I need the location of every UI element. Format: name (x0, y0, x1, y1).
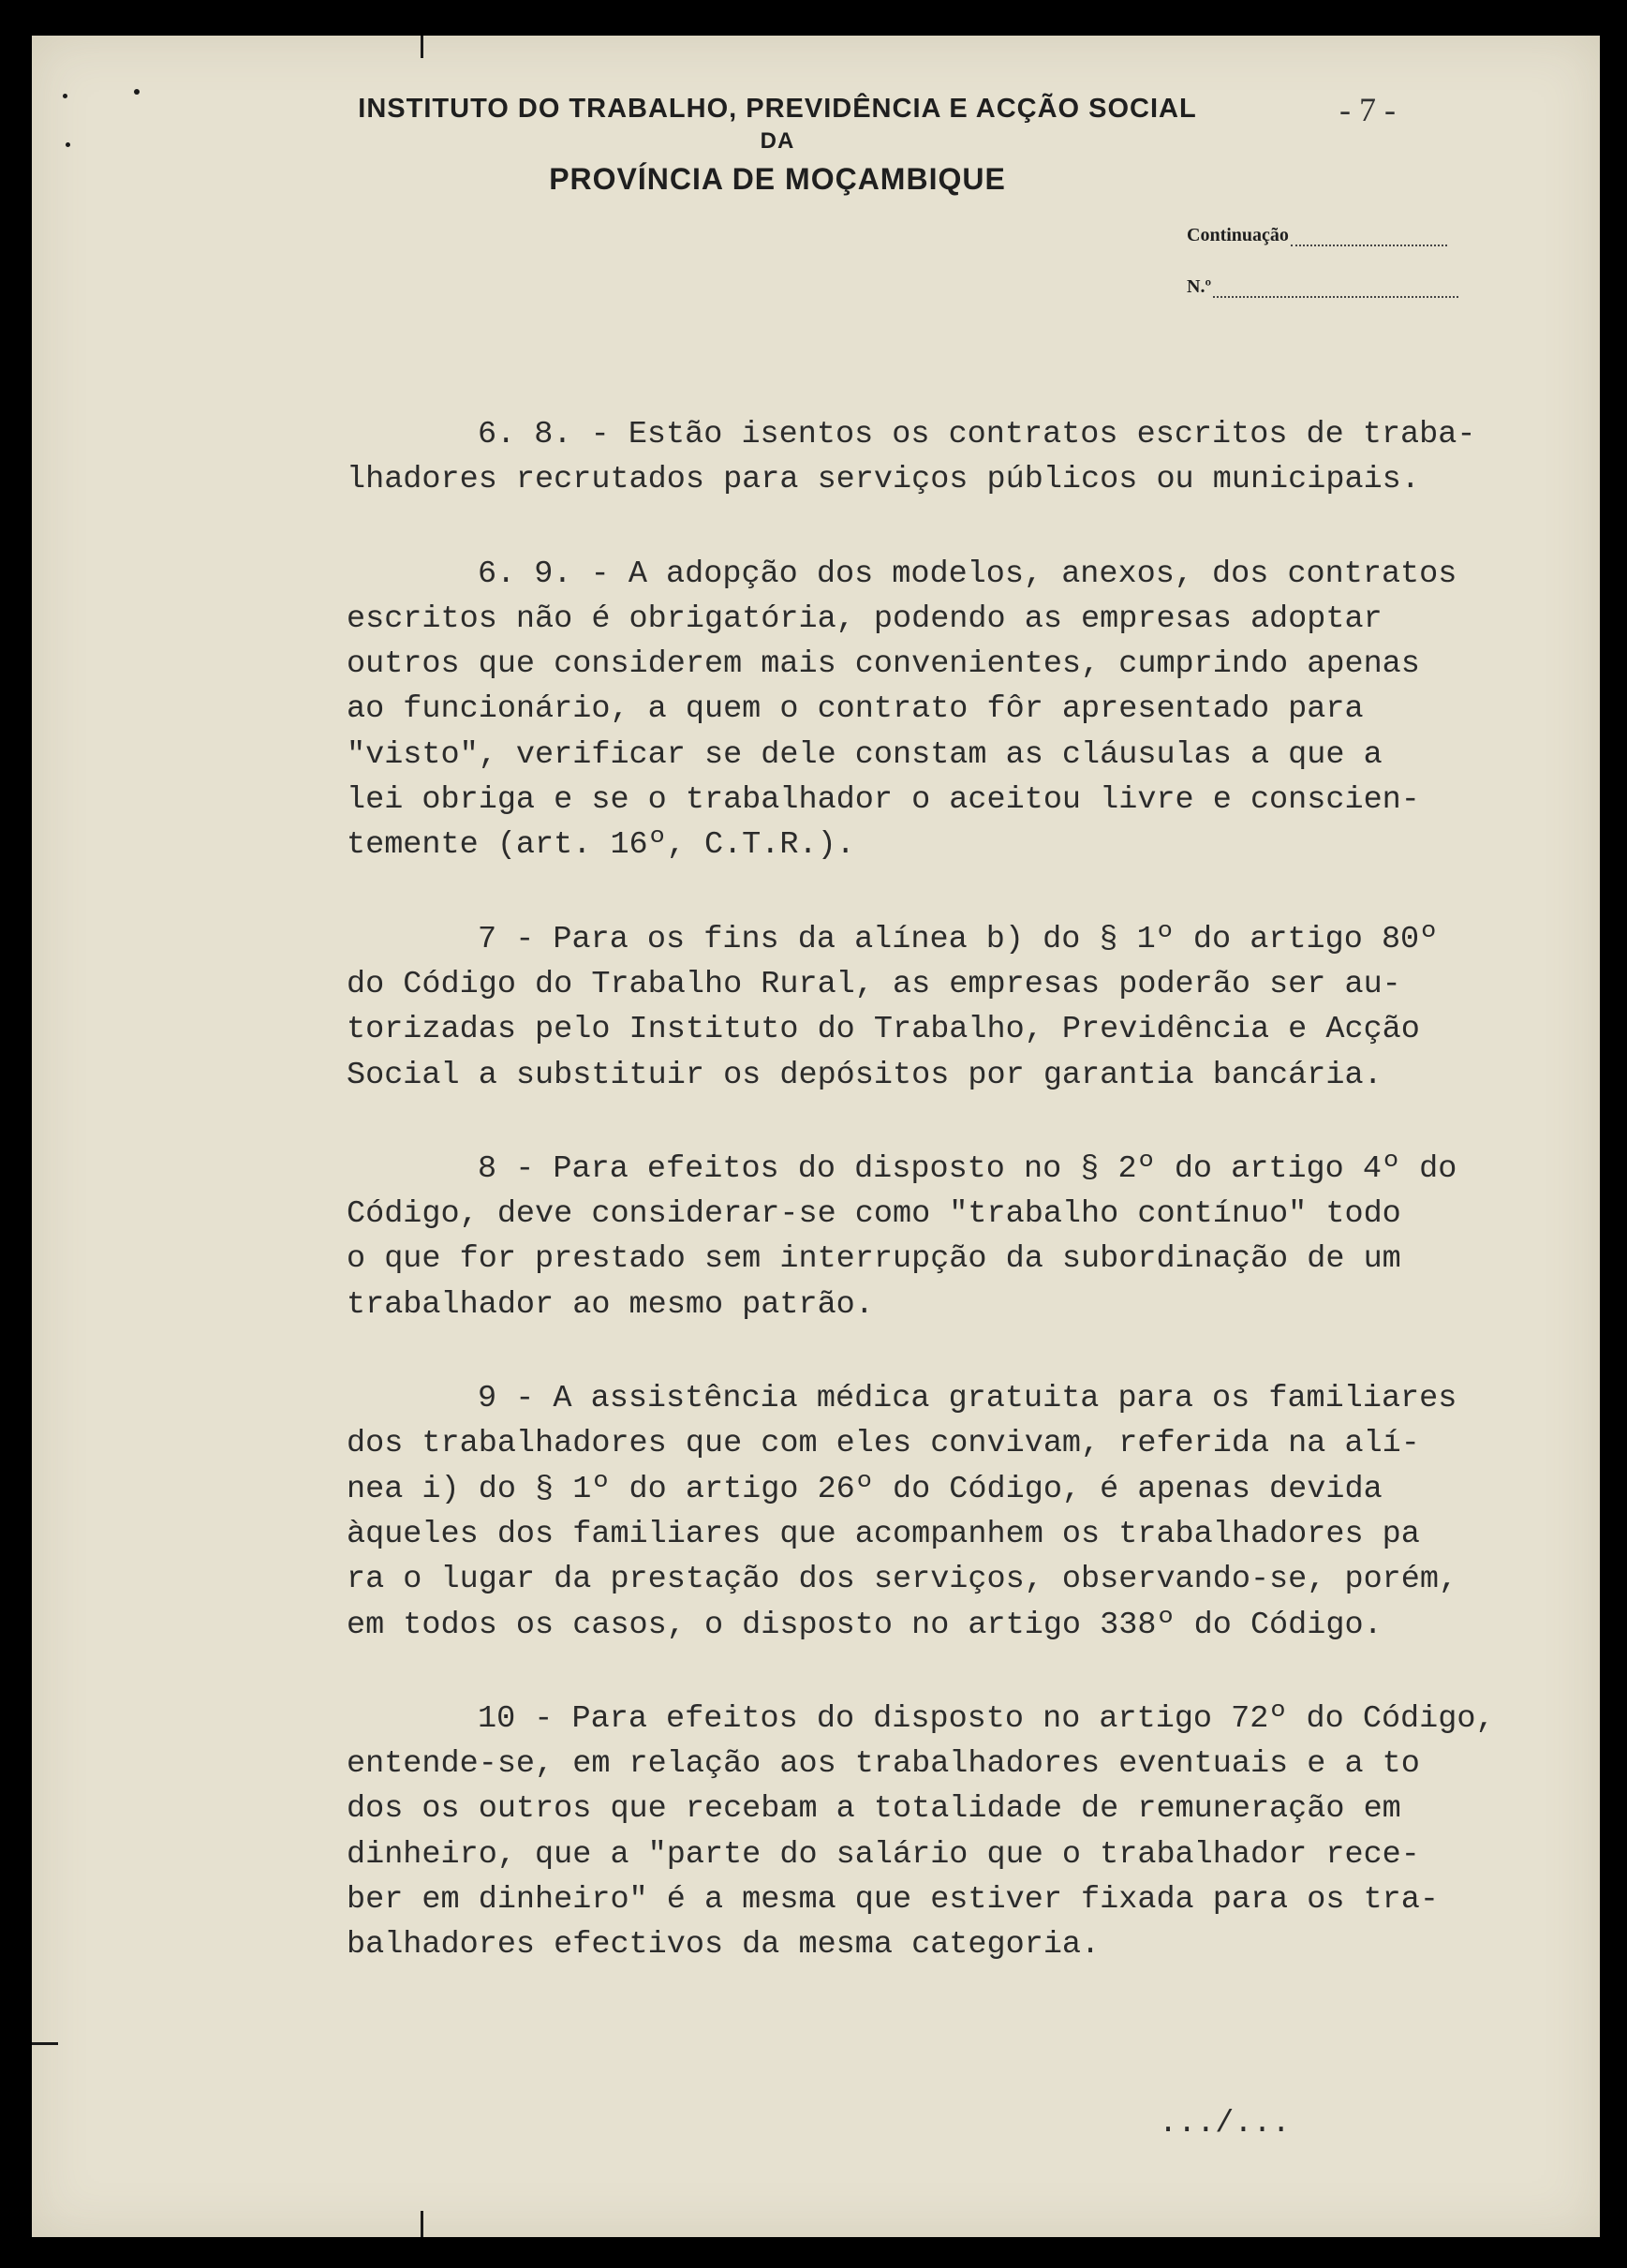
text-line: nea i) do § 1º do artigo 26º do Código, é apenas devida (347, 1471, 1383, 1507)
text-line: temente (art. 16º, C.T.R.). (347, 827, 855, 864)
text-line: escritos não é obrigatória, podendo as empresas adoptar (347, 600, 1383, 637)
text-line: outros que considerem mais convenientes, cumprindo apenas (347, 646, 1420, 683)
bottom-tick-mark (421, 2211, 423, 2237)
paragraph-10 (347, 1697, 1546, 1968)
text-line: 7 - Para os fins da alínea b) do § 1º do artigo 80º (478, 921, 1439, 957)
text-line: balhadores efectivos da mesma categoria. (347, 1927, 1101, 1964)
continuacao-field (1187, 225, 1447, 246)
numero-field (1187, 276, 1458, 298)
text-line: ao funcionário, a quem o contrato fôr apresentado para (347, 691, 1364, 728)
text-line: Código, deve considerar-se como "trabalho contínuo" todo (347, 1196, 1401, 1233)
text-line: do Código do Trabalho Rural, as empresas poderão ser au- (347, 966, 1401, 1002)
text-line: 9 - A assistência médica gratuita para os familiares (478, 1381, 1457, 1417)
text-line: 10 - Para efeitos do disposto no artigo 72º do Código, (478, 1700, 1495, 1737)
continuacao-label: Continuação (1187, 225, 1289, 245)
text-line: 8 - Para efeitos do disposto no § 2º do artigo 4º do (478, 1150, 1457, 1187)
top-tick-mark (421, 36, 423, 58)
text-line: 6. 9. - A adopção dos modelos, anexos, dos contratos (478, 556, 1457, 592)
text-line: dinheiro, que a "parte do salário que o trabalhador rece- (347, 1836, 1420, 1873)
paragraph-8 (347, 1147, 1546, 1327)
text-line: 6. 8. - Estão isentos os contratos escritos de traba- (478, 417, 1476, 452)
text-line: ber em dinheiro" é a mesma que estiver fixada para os tra- (347, 1882, 1439, 1919)
text-line: Social a substituir os depósitos por garantia bancária. (347, 1057, 1383, 1093)
text-line: entende-se, em relação aos trabalhadores eventuais e a to (347, 1746, 1420, 1783)
text-line: ra o lugar da prestação dos serviços, observando-se, porém, (347, 1562, 1458, 1598)
institute-title-connector: DA (760, 128, 795, 154)
text-line: o que for prestado sem interrupção da subordinação de um (347, 1241, 1401, 1278)
text-line: lhadores recrutados para serviços públicos ou municipais. (347, 462, 1420, 498)
province-title: PROVÍNCIA DE MOÇAMBIQUE (549, 162, 1006, 196)
paragraph-6-8 (347, 412, 1546, 503)
continuacao-blank (1291, 228, 1447, 246)
numero-label: N.º (1187, 276, 1212, 297)
text-line: torizadas pelo Instituto do Trabalho, Previdência e Acção (347, 1012, 1420, 1048)
text-line: em todos os casos, o disposto no artigo 338º do Código. (347, 1607, 1383, 1643)
text-line: àqueles dos familiares que acompanhem os trabalhadores pa (347, 1516, 1420, 1552)
page-number: - 7 - (1339, 91, 1396, 128)
left-tick-mark (32, 2042, 58, 2045)
paragraph-9 (347, 1376, 1546, 1648)
text-line: dos os outros que recebam a totalidade de remuneração em (347, 1791, 1401, 1828)
continuation-mark: .../... (1159, 2106, 1291, 2142)
document-body (347, 412, 1546, 2017)
paragraph-7 (347, 917, 1546, 1098)
text-line: dos trabalhadores que com eles convivam, referida na alí- (347, 1426, 1420, 1462)
text-line: "visto", verificar se dele constam as cláusulas a que a (347, 736, 1383, 773)
text-line: lei obriga e se o trabalhador o aceitou livre e conscien- (347, 782, 1420, 819)
numero-blank (1213, 279, 1458, 298)
paragraph-6-9 (347, 552, 1546, 868)
text-line: trabalhador ao mesmo patrão. (347, 1286, 874, 1323)
institute-title: INSTITUTO DO TRABALHO, PREVIDÊNCIA E ACÇÃO SOCIAL (358, 94, 1197, 124)
